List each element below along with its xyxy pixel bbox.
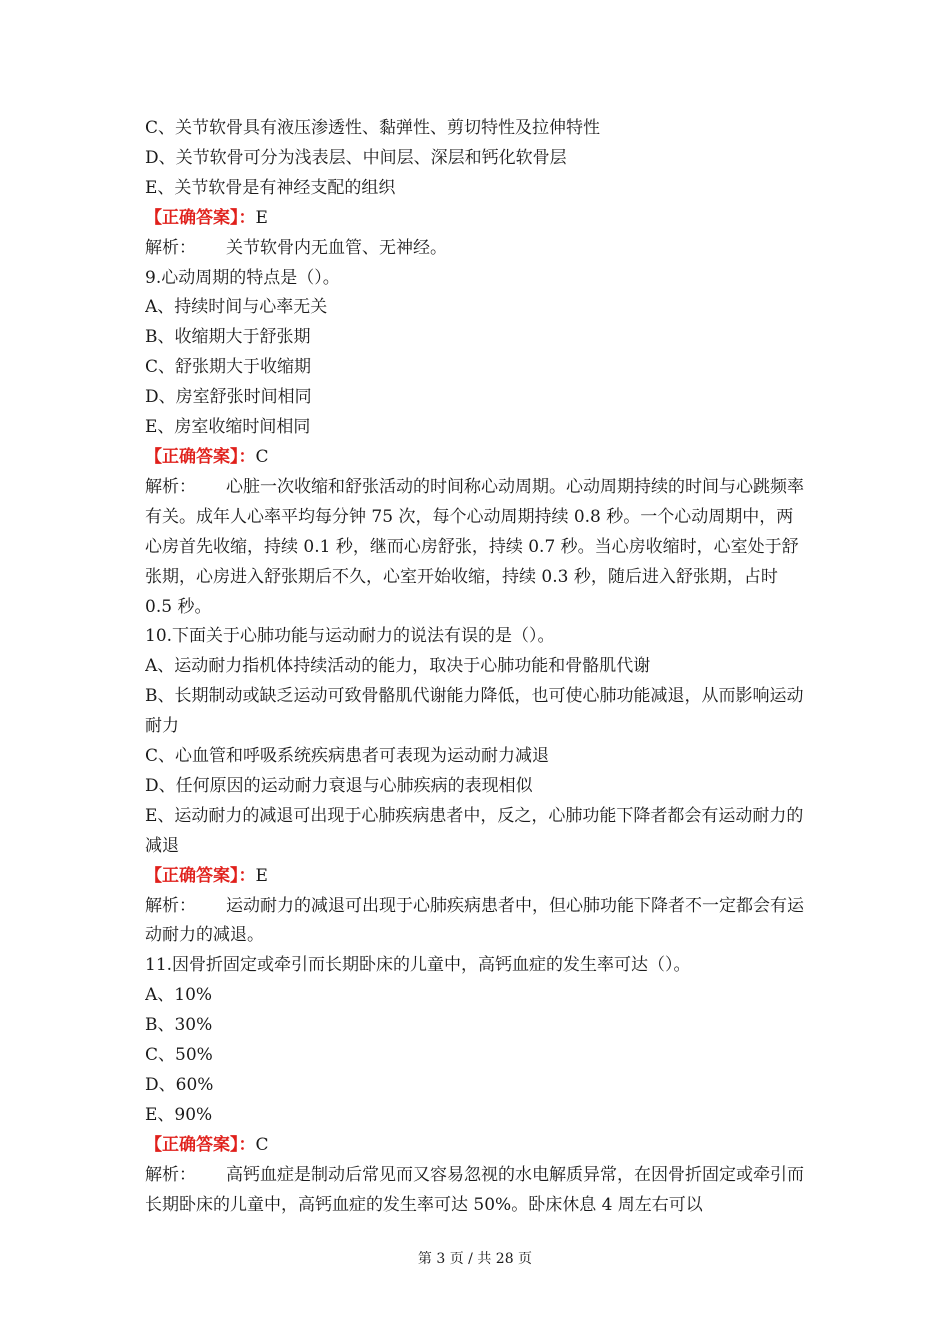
analysis (145, 1161, 810, 1221)
analysis-prefix: 解析： (145, 895, 196, 916)
question-stem: 10.下面关于心肺功能与运动耐力的说法有误的是（）。 (145, 626, 555, 647)
answer-option: C、舒张期大于收缩期 (145, 357, 312, 378)
analysis-text: 高钙血症是制动后常见而又容易忽视的水电解质异常，在因骨折固定或牵引而长期卧床的儿童中，高钙血症的发生率可达 50%。卧床休息 4 周左右可以 (145, 1164, 804, 1215)
answer-option: A、10% (145, 985, 213, 1006)
analysis-prefix: 解析： (145, 476, 196, 497)
analysis (145, 892, 810, 952)
answer-value: C (255, 1134, 269, 1155)
answer-option: B、长期制动或缺乏运动可致骨骼肌代谢能力降低，也可使心肺功能减退，从而影响运动耐力 (145, 686, 804, 737)
answer-option: D、房室舒张时间相同 (145, 387, 312, 408)
answer-option: E、90% (145, 1104, 213, 1125)
correct-answer (145, 204, 810, 234)
answer-label: 【正确答案】 (145, 865, 239, 886)
correct-answer (145, 862, 810, 892)
answer-option: E、房室收缩时间相同 (145, 417, 311, 438)
analysis (145, 473, 810, 623)
answer-separator: ： (238, 865, 256, 886)
analysis-prefix: 解析： (145, 237, 196, 258)
answer-option: D、关节软骨可分为浅表层、中间层、深层和钙化软骨层 (145, 147, 567, 168)
answer-option: E、运动耐力的减退可出现于心肺疾病患者中，反之，心肺功能下降者都会有运动耐力的减退 (145, 805, 804, 856)
analysis-text: 关节软骨内无血管、无神经。 (226, 237, 447, 258)
analysis (145, 234, 810, 264)
answer-separator: ： (238, 1134, 256, 1155)
answer-option: D、任何原因的运动耐力衰退与心肺疾病的表现相似 (145, 775, 533, 796)
answer-separator: ： (238, 446, 256, 467)
correct-answer (145, 1131, 810, 1161)
answer-label: 【正确答案】 (145, 446, 239, 467)
answer-option: D、60% (145, 1075, 214, 1095)
answer-option: A、持续时间与心率无关 (145, 297, 328, 318)
answer-label: 【正确答案】 (145, 207, 239, 228)
answer-value: C (255, 446, 269, 467)
answer-separator: ： (238, 207, 256, 228)
answer-option: C、心血管和呼吸系统疾病患者可表现为运动耐力减退 (145, 746, 550, 767)
answer-option: A、运动耐力指机体持续活动的能力，取决于心肺功能和骨骼肌代谢 (145, 656, 651, 677)
page-content (145, 114, 810, 1221)
answer-option: C、50% (145, 1045, 213, 1066)
analysis-prefix: 解析： (145, 1164, 196, 1185)
analysis-text: 运动耐力的减退可出现于心肺疾病患者中，但心肺功能下降者不一定都会有运动耐力的减退。 (145, 895, 804, 946)
answer-value: E (255, 207, 268, 228)
answer-option: E、关节软骨是有神经支配的组织 (145, 177, 396, 198)
correct-answer (145, 443, 810, 473)
question-stem: 9.心动周期的特点是（）。 (145, 267, 340, 288)
page-footer: 第 3 页 / 共 28 页 (417, 1251, 533, 1267)
answer-label: 【正确答案】 (145, 1134, 239, 1155)
answer-option: B、30% (145, 1015, 213, 1036)
answer-option: B、收缩期大于舒张期 (145, 327, 311, 348)
answer-value: E (255, 865, 268, 886)
answer-option: C、关节软骨具有液压渗透性、黏弹性、剪切特性及拉伸特性 (145, 118, 601, 138)
question-stem: 11.因骨折固定或牵引而长期卧床的儿童中，高钙血症的发生率可达（）。 (145, 955, 691, 976)
analysis-text: 心脏一次收缩和舒张活动的时间称心动周期。心动周期持续的时间与心跳频率有关。成年人心率平均每分钟 75 次，每个心动周期持续 0.8 秒。一个心动周期中，两心房首先收缩，持续 0.1 秒，继而心房舒张，持续 0.7 秒。当心房收缩时，心室处于舒张期，心房进入舒张期后不久，心室开始收缩，持续 0.3 秒，随后进入舒张期，占时 0.5 秒。 (145, 476, 804, 617)
